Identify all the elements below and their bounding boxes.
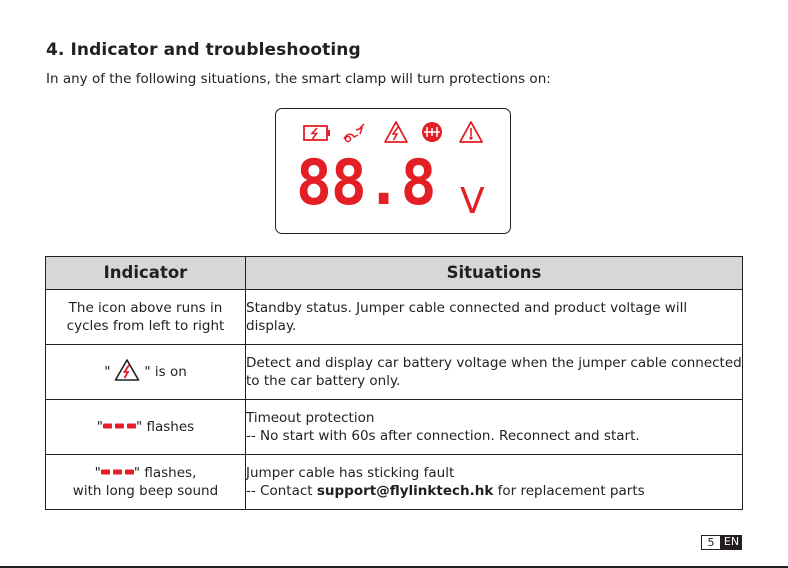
table-row (46, 290, 743, 345)
situation-line: Standby status. Jumper cable connected and product voltage will (246, 300, 688, 316)
page-language: EN (721, 535, 742, 550)
situation-line (246, 482, 742, 500)
indicator-line: with long beep sound (72, 483, 219, 499)
situation-cell (246, 345, 743, 400)
indicator-suffix: " is on (144, 364, 187, 380)
table-row (46, 455, 743, 510)
indicator-line: cycles from left to right (66, 318, 225, 334)
page-number: 5 (701, 535, 721, 550)
intro-text: In any of the following situations, the smart clamp will turn protections on: (46, 71, 551, 87)
situation-cell (246, 290, 743, 345)
table-row (46, 400, 743, 455)
indicator-table (45, 256, 743, 510)
indicator-cell (46, 345, 246, 400)
section-title: 4. Indicator and troubleshooting (46, 40, 361, 60)
dashes-icon (103, 423, 136, 429)
table-header-row (46, 257, 743, 290)
situation-line: to the car battery only. (246, 373, 401, 389)
indicator-cell (46, 400, 246, 455)
situation-line: Timeout protection (246, 410, 375, 426)
situation-cell (246, 400, 743, 455)
situation-suffix: for replacement parts (493, 483, 645, 499)
header-situations: Situations (246, 257, 743, 290)
indicator-suffix: " flashes (136, 419, 195, 435)
indicator-line: The icon above runs in (68, 300, 223, 316)
voltage-unit: V (460, 181, 485, 222)
quote-open: " (104, 364, 111, 380)
table-row (46, 345, 743, 400)
situation-prefix: -- Contact (246, 483, 317, 499)
clamp-plug-icon (344, 124, 364, 142)
thermometer-warning-icon (460, 122, 482, 142)
voltage-digits: 88.8 (296, 146, 436, 219)
header-indicator: Indicator (46, 257, 246, 290)
page-badge (701, 535, 742, 550)
situation-line: Jumper cable has sticking fault (246, 465, 455, 481)
situation-line: display. (246, 318, 297, 334)
lcd-display-panel (275, 108, 511, 234)
quote-open: " (94, 465, 101, 481)
situation-cell (246, 455, 743, 510)
support-email-link[interactable]: support@flylinktech.hk (316, 483, 494, 499)
situation-line: -- No start with 60s after connection. Reconnect and start. (246, 428, 640, 444)
battery-charging-icon (304, 126, 330, 140)
indicator-cell (46, 290, 246, 345)
lightning-warning-icon (114, 358, 140, 382)
indicator-suffix: " flashes, (133, 465, 197, 481)
battery-terminals-icon (422, 122, 442, 142)
dashes-icon (101, 469, 134, 475)
indicator-cell (46, 455, 246, 510)
quote-open: " (96, 419, 103, 435)
lightning-warning-icon (385, 122, 407, 142)
situation-line: Detect and display car battery voltage when the jumper cable connected (246, 355, 742, 371)
